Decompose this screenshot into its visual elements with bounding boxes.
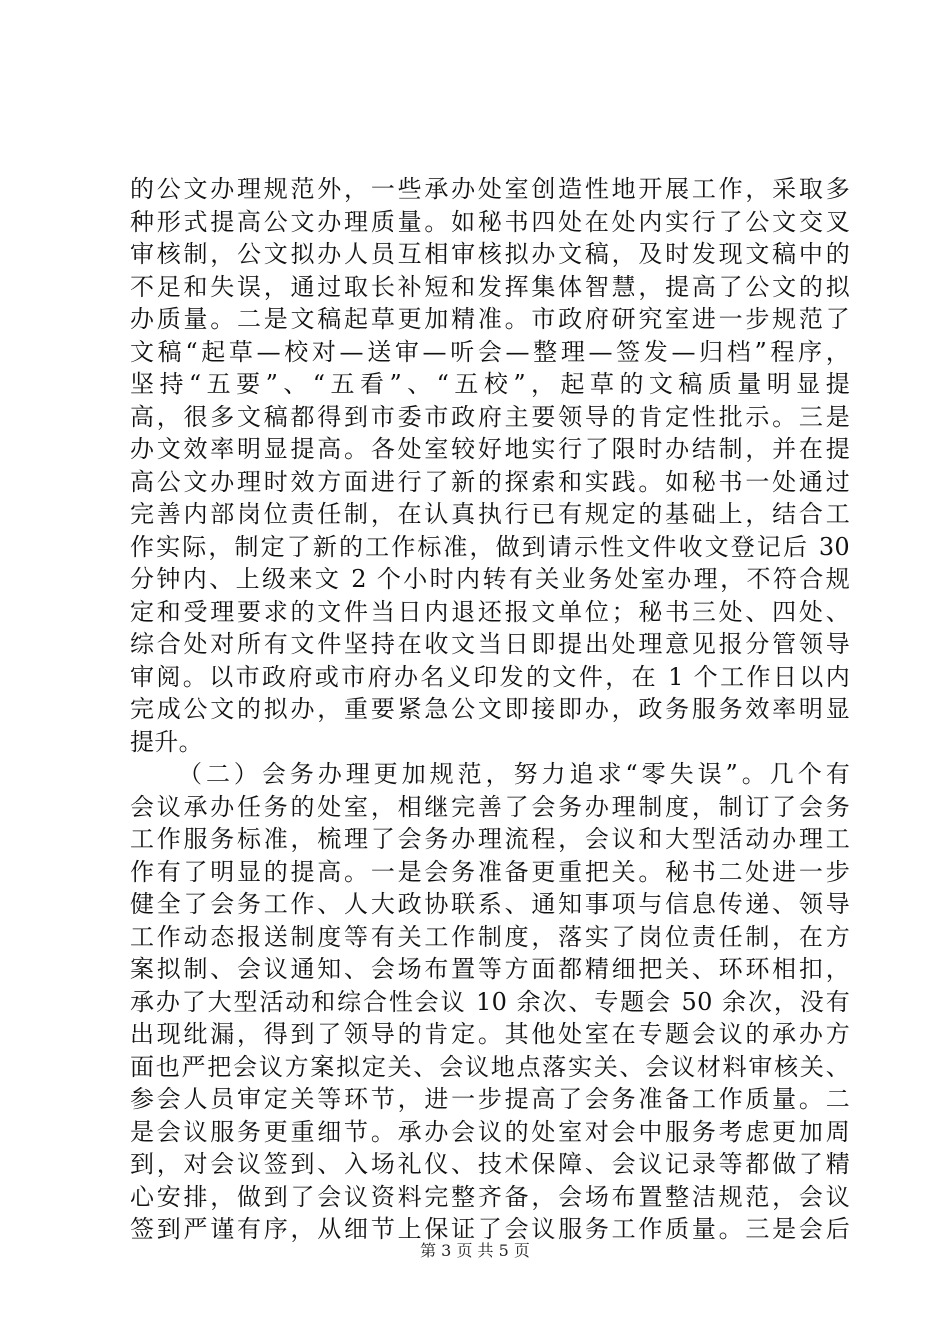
text-line: 作实际，制定了新的工作标准，做到请示性文件收文登记后 30: [130, 532, 850, 561]
text-line: 分钟内、上级来文 2 个小时内转有关业务处室办理，不符合规: [130, 565, 850, 593]
paragraph-end-line: 提升。: [130, 727, 203, 756]
text-line: 高公文办理时效方面进行了新的探索和实践。如秘书一处通过: [130, 467, 850, 496]
page-number-footer: 第 3 页 共 5 页: [420, 1241, 530, 1260]
text-line: 定和受理要求的文件当日内退还报文单位；秘书三处、四处、: [130, 597, 850, 626]
text-line: 健全了会务工作、人大政协联系、通知事项与信息传递、领导: [130, 890, 850, 918]
text-line: 承办了大型活动和综合性会议 10 余次、专题会 50 余次，没有: [130, 987, 850, 1016]
text-line: 到，对会议签到、入场礼仪、技术保障、会议记录等都做了精: [130, 1150, 850, 1178]
text-line: 会议承办任务的处室，相继完善了会务办理制度，制订了会务: [130, 792, 850, 821]
text-line: 审核制，公文拟办人员互相审核拟办文稿，及时发现文稿中的: [130, 240, 850, 268]
text-line: 参会人员审定关等环节，进一步提高了会务准备工作质量。二: [130, 1085, 850, 1113]
text-line: 出现纰漏，得到了领导的肯定。其他处室在专题会议的承办方: [130, 1020, 850, 1048]
text-line: 的公文办理规范外，一些承办处室创造性地开展工作，采取多: [130, 175, 850, 203]
text-line: 办质量。二是文稿起草更加精准。市政府研究室进一步规范了: [130, 305, 850, 333]
text-line: 案拟制、会议通知、会场布置等方面都精细把关、环环相扣，: [130, 955, 850, 983]
text-line: 完成公文的拟办，重要紧急公文即接即办，政务服务效率明显: [130, 695, 850, 723]
document-body: [130, 173, 850, 1246]
text-line: 完善内部岗位责任制，在认真执行已有规定的基础上，结合工: [130, 500, 850, 528]
text-line: 工作动态报送制度等有关工作制度，落实了岗位责任制，在方: [130, 922, 850, 951]
text-line: 不足和失误，通过取长补短和发挥集体智慧，提高了公文的拟: [130, 272, 850, 301]
text-line: 高，很多文稿都得到市委市政府主要领导的肯定性批示。三是: [130, 402, 850, 431]
text-line: 作有了明显的提高。一是会务准备更重把关。秘书二处进一步: [130, 857, 850, 886]
section-heading-line: （二）会务办理更加规范，努力追求“零失误”。几个有: [178, 760, 850, 788]
text-line: 坚持“五要”、“五看”、“五校”，起草的文稿质量明显提: [130, 370, 850, 398]
text-line: 签到严谨有序，从细节上保证了会议服务工作质量。三是会后: [130, 1215, 850, 1243]
text-line: 种形式提高公文办理质量。如秘书四处在处内实行了公文交叉: [130, 207, 850, 236]
text-line: 面也严把会议方案拟定关、会议地点落实关、会议材料审核关、: [130, 1052, 850, 1081]
text-line: 是会议服务更重细节。承办会议的处室对会中服务考虑更加周: [130, 1117, 850, 1146]
text-line: 心安排，做到了会议资料完整齐备，会场布置整洁规范，会议: [130, 1182, 850, 1211]
text-line: 综合处对所有文件坚持在收文当日即提出处理意见报分管领导: [130, 630, 850, 658]
text-line: 办文效率明显提高。各处室较好地实行了限时办结制，并在提: [130, 435, 850, 463]
text-line: 工作服务标准，梳理了会务办理流程，会议和大型活动办理工: [130, 825, 850, 853]
text-line: 文稿“起草—校对—送审—听会—整理—签发—归档”程序，: [130, 337, 850, 366]
text-line: 审阅。以市政府或市府办名义印发的文件，在 1 个工作日以内: [130, 662, 850, 691]
